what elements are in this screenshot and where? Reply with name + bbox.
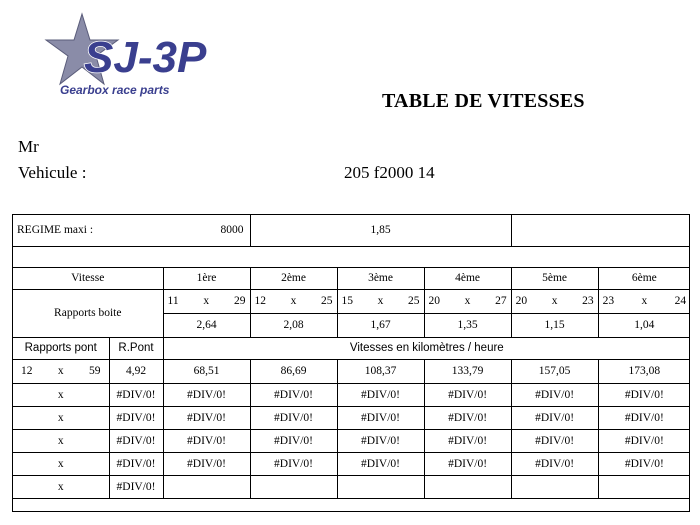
speed-cell: #DIV/0! bbox=[511, 406, 598, 429]
rpont-label: R.Pont bbox=[109, 337, 163, 359]
speed-cell bbox=[163, 475, 250, 498]
speed-cell: 108,37 bbox=[337, 359, 424, 383]
rpont-value: #DIV/0! bbox=[109, 475, 163, 498]
speed-cell: 173,08 bbox=[598, 359, 690, 383]
gear-ratio: 1,35 bbox=[424, 313, 511, 337]
teeth-b: 29 bbox=[234, 295, 246, 307]
speed-cell: #DIV/0! bbox=[250, 383, 337, 406]
pont-header-row bbox=[13, 337, 690, 359]
gear-teeth-cell bbox=[337, 289, 424, 313]
teeth-b: 23 bbox=[582, 295, 594, 307]
table-row bbox=[13, 475, 690, 498]
speeds-header: Vitesses en kilomètres / heure bbox=[163, 337, 690, 359]
regime-label: REGIME maxi : bbox=[17, 224, 94, 237]
gear-header: 2ème bbox=[250, 267, 337, 289]
gear-header: 3ème bbox=[337, 267, 424, 289]
pont-teeth-cell bbox=[13, 475, 109, 498]
regime-cell bbox=[13, 215, 250, 246]
teeth-a: 15 bbox=[341, 295, 354, 307]
table-row bbox=[13, 383, 690, 406]
speed-cell: 68,51 bbox=[163, 359, 250, 383]
rpont-value: #DIV/0! bbox=[109, 452, 163, 475]
teeth-a: 12 bbox=[254, 295, 267, 307]
rapports-pont-label: Rapports pont bbox=[13, 337, 109, 359]
teeth-x: x bbox=[290, 295, 297, 307]
speed-cell: 157,05 bbox=[511, 359, 598, 383]
table-row bbox=[13, 359, 690, 383]
gear-ratio: 1,15 bbox=[511, 313, 598, 337]
teeth-b: 24 bbox=[674, 295, 687, 307]
speed-cell: #DIV/0! bbox=[250, 429, 337, 452]
pont-x: x bbox=[57, 411, 64, 424]
pont-x: x bbox=[57, 388, 64, 401]
speed-cell: #DIV/0! bbox=[598, 406, 690, 429]
gear-ratio: 2,64 bbox=[163, 313, 250, 337]
speed-cell bbox=[511, 475, 598, 498]
speed-cell: #DIV/0! bbox=[250, 406, 337, 429]
gear-teeth-cell bbox=[598, 289, 690, 313]
pont-x: x bbox=[57, 365, 64, 377]
speed-cell: #DIV/0! bbox=[424, 429, 511, 452]
speed-cell bbox=[337, 475, 424, 498]
teeth-a: 20 bbox=[428, 295, 441, 307]
speed-cell: 86,69 bbox=[250, 359, 337, 383]
mr-label: Mr bbox=[18, 137, 39, 156]
speed-cell: #DIV/0! bbox=[424, 452, 511, 475]
gear-header-row bbox=[13, 267, 690, 289]
speed-table bbox=[13, 215, 690, 499]
speed-cell bbox=[598, 475, 690, 498]
gear-header: 6ème bbox=[598, 267, 690, 289]
table-row bbox=[13, 452, 690, 475]
company-logo bbox=[44, 10, 234, 110]
regime-extra: 1,85 bbox=[250, 215, 511, 246]
speed-cell: #DIV/0! bbox=[337, 383, 424, 406]
gear-teeth-cell bbox=[511, 289, 598, 313]
pont-teeth-cell bbox=[13, 429, 109, 452]
speed-cell bbox=[424, 475, 511, 498]
logo-tagline: Gearbox race parts bbox=[60, 83, 170, 97]
regime-empty bbox=[511, 215, 690, 246]
pont-x: x bbox=[57, 480, 64, 493]
teeth-x: x bbox=[464, 295, 471, 307]
speed-cell: #DIV/0! bbox=[511, 383, 598, 406]
speed-cell: #DIV/0! bbox=[163, 429, 250, 452]
gear-ratio: 1,67 bbox=[337, 313, 424, 337]
page-title: TABLE DE VITESSES bbox=[382, 90, 585, 112]
speed-cell: #DIV/0! bbox=[598, 452, 690, 475]
gear-teeth-cell bbox=[163, 289, 250, 313]
speed-cell: #DIV/0! bbox=[424, 406, 511, 429]
gear-ratio: 2,08 bbox=[250, 313, 337, 337]
speed-cell bbox=[250, 475, 337, 498]
speed-cell: #DIV/0! bbox=[163, 452, 250, 475]
teeth-a: 20 bbox=[515, 295, 528, 307]
pont-a: 12 bbox=[21, 365, 33, 377]
regime-value: 8000 bbox=[220, 224, 244, 237]
table-row bbox=[13, 429, 690, 452]
logo-graphic bbox=[44, 10, 234, 110]
rapports-boite-label: Rapports boite bbox=[13, 289, 163, 337]
regime-row bbox=[13, 215, 690, 246]
rpont-value: #DIV/0! bbox=[109, 383, 163, 406]
speed-cell: #DIV/0! bbox=[163, 406, 250, 429]
teeth-x: x bbox=[641, 295, 648, 307]
speed-cell: #DIV/0! bbox=[337, 429, 424, 452]
pont-teeth-cell bbox=[13, 452, 109, 475]
teeth-x: x bbox=[551, 295, 558, 307]
blank-row bbox=[13, 246, 690, 267]
gear-header: 4ème bbox=[424, 267, 511, 289]
speed-cell: #DIV/0! bbox=[163, 383, 250, 406]
rpont-value: #DIV/0! bbox=[109, 406, 163, 429]
speed-cell: #DIV/0! bbox=[424, 383, 511, 406]
teeth-b: 25 bbox=[321, 295, 333, 307]
logo-wordmark: SJ-3P bbox=[84, 33, 207, 82]
pont-teeth-cell bbox=[13, 406, 109, 429]
speed-cell: #DIV/0! bbox=[598, 429, 690, 452]
gear-teeth-cell bbox=[250, 289, 337, 313]
pont-x: x bbox=[57, 434, 64, 447]
rpont-value: 4,92 bbox=[109, 359, 163, 383]
gear-ratio: 1,04 bbox=[598, 313, 690, 337]
speed-cell: #DIV/0! bbox=[337, 406, 424, 429]
blank-cell bbox=[13, 246, 690, 267]
speed-cell: #DIV/0! bbox=[511, 429, 598, 452]
table-row bbox=[13, 406, 690, 429]
vehicle-value: 205 f2000 14 bbox=[344, 163, 435, 182]
pont-teeth-cell bbox=[13, 359, 109, 383]
pont-teeth-cell bbox=[13, 383, 109, 406]
speed-cell: #DIV/0! bbox=[250, 452, 337, 475]
teeth-b: 27 bbox=[495, 295, 507, 307]
pont-b: 59 bbox=[89, 365, 101, 377]
gear-teeth-cell bbox=[424, 289, 511, 313]
speed-cell: #DIV/0! bbox=[511, 452, 598, 475]
vehicle-label: Vehicule : bbox=[18, 163, 87, 182]
speed-cell: #DIV/0! bbox=[337, 452, 424, 475]
teeth-x: x bbox=[377, 295, 384, 307]
teeth-x: x bbox=[203, 295, 210, 307]
gear-teeth-row bbox=[13, 289, 690, 313]
teeth-a: 23 bbox=[602, 295, 615, 307]
teeth-b: 25 bbox=[408, 295, 420, 307]
gear-header: 1ère bbox=[163, 267, 250, 289]
vitesse-label: Vitesse bbox=[13, 267, 163, 289]
speed-cell: 133,79 bbox=[424, 359, 511, 383]
teeth-a: 11 bbox=[167, 295, 179, 307]
pont-x: x bbox=[57, 457, 64, 470]
rpont-value: #DIV/0! bbox=[109, 429, 163, 452]
speed-table-frame bbox=[12, 214, 690, 512]
gear-header: 5ème bbox=[511, 267, 598, 289]
speed-cell: #DIV/0! bbox=[598, 383, 690, 406]
